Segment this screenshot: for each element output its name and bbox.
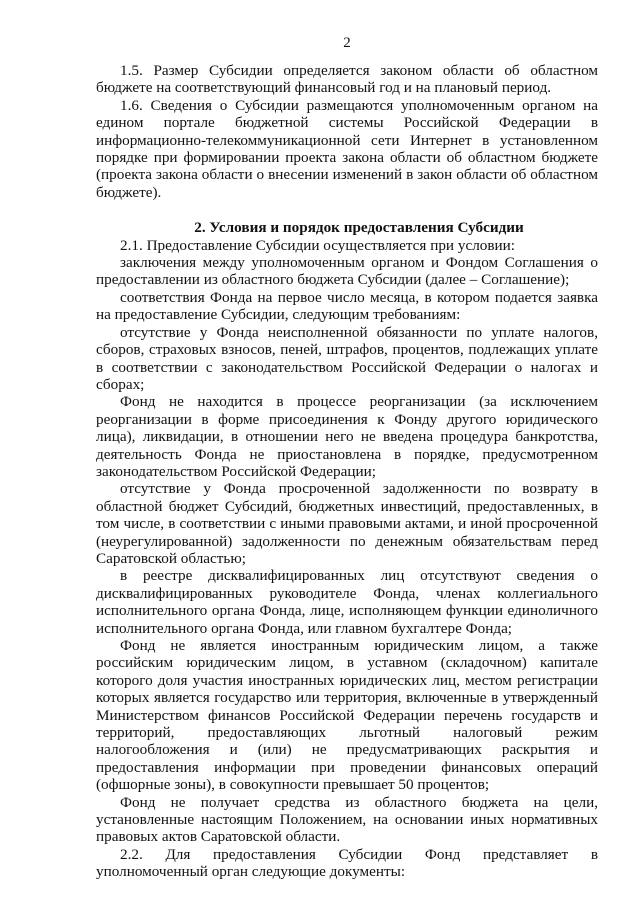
paragraph-2-2: 2.2. Для предоставления Субсидии Фонд представляет в уполномоченный орган следующие документы: — [96, 845, 598, 881]
requirement-no-reorganization: Фонд не находится в процессе реорганизации (за исключением реорганизации в форме присоединения к Фонду другого юридического лица), ликвидации, в отношении него не введена процедура банкротства, деятельность Фонда не приостановлена в порядке, предусмотренном законодательством Российской Федерации; — [96, 393, 598, 480]
section-spacer — [96, 201, 598, 219]
section-heading: 2. Условия и порядок предоставления Субсидии — [194, 219, 524, 237]
requirement-no-overdue-debt: отсутствие у Фонда просроченной задолженности по возврату в областной бюджет Субсидий, бюджетных инвестиций, предоставленных, в том числе, в соответствии с иными правовыми актами, и иной просроченной (неурегулированной) задолженности по денежным обязательствам перед Саратовской областью; — [96, 480, 598, 567]
paragraph-1-5: 1.5. Размер Субсидии определяется законом области об областном бюджете на соответствующий финансовый год и на плановый период. — [96, 62, 598, 97]
paragraph-1-6: 1.6. Сведения о Субсидии размещаются уполномоченным органом на едином портале бюджетной системы Российской Федерации в информационно-телекоммуникационной сети Интернет в установленном порядке при формировании проекта закона области об областном бюджете (проекта закона области о внесении изменений в закон области об областном бюджете). — [96, 96, 598, 201]
page-number: 2 — [343, 35, 351, 51]
condition-requirements: соответствия Фонда на первое число месяца, в котором подается заявка на предоставление Субсидии, следующим требованиям: — [96, 288, 598, 324]
requirement-no-other-funds: Фонд не получает средства из областного бюджета на цели, установленные настоящим Положением, на основании иных нормативных правовых актов Саратовской области. — [96, 793, 598, 846]
condition-agreement: заключения между уполномоченным органом и Фондом Соглашения о предоставлении из областного бюджета Субсидии (далее – Соглашение); — [96, 254, 598, 289]
requirement-no-disqualified: в реестре дисквалифицированных лиц отсутствуют сведения о дисквалифицированных руководителе Фонда, членах коллегиального исполнительного органа Фонда, лице, исполняющем функции единоличного исполнительного органа Фонда, или главном бухгалтере Фонда; — [96, 567, 598, 637]
requirement-no-tax-debt: отсутствие у Фонда неисполненной обязанности по уплате налогов, сборов, страховых взносов, пеней, штрафов, процентов, подлежащих уплате в соответствии с законодательством Российской Федерации о налогах и сборах; — [96, 323, 598, 393]
requirement-not-foreign: Фонд не является иностранным юридическим лицом, а также российским юридическим лицом, в уставном (складочном) капитале которого доля участия иностранных юридических лиц, местом регистрации которых является государство или территория, включенные в утвержденный Министерством финансов Российской Федерации перечень государств и территорий, предоставляющих льготный налоговый режим налогообложения и (или) не предусматривающих раскрытия и предоставления информации при проведении финансовых операций (офшорные зоны), в совокупности превышает 50 процентов; — [96, 637, 598, 794]
paragraph-2-1: 2.1. Предоставление Субсидии осуществляется при условии: — [120, 236, 516, 254]
